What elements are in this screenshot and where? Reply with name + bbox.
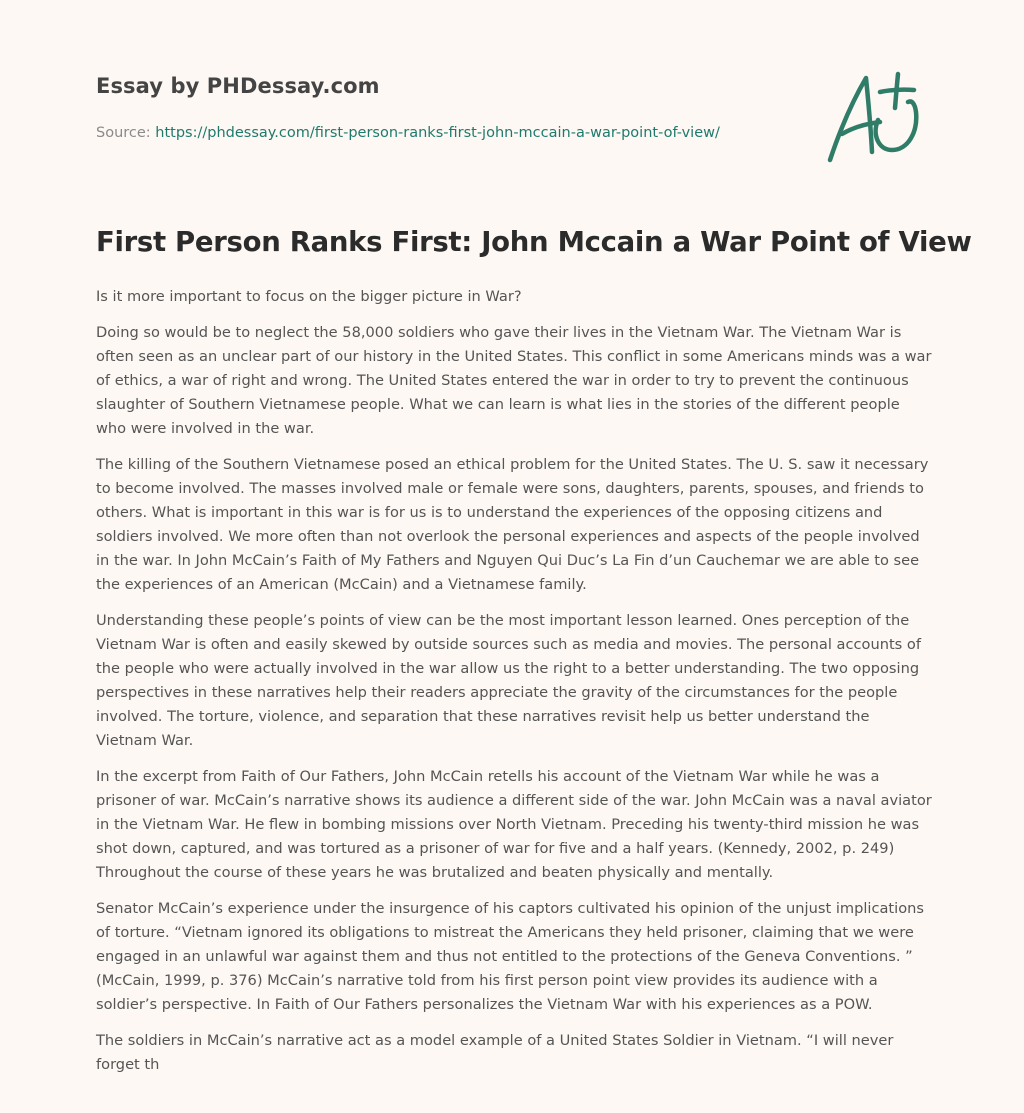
essay-paragraph: In the excerpt from Faith of Our Fathers, John McCain retells his account of the Vietnam War while he was a prisoner of war. McCain’s narrative shows its audience a different side of the war. John McCain was a naval aviator in the Vietnam War. He flew in bombing missions over North Vietnam. Preceding his twenty-third mission he was shot down, captured, and was tortured as a prisoner of war for five and a half years. (Kennedy, 2002, p. 249) Throughout the course of these years he was brutalized and beaten physically and mentally. — [96, 768, 932, 881]
page-header — [96, 74, 936, 174]
a-plus-grade-icon — [822, 68, 932, 168]
source-label: Source: — [96, 125, 151, 141]
essay-paragraph: The killing of the Southern Vietnamese posed an ethical problem for the United States. The U. S. saw it necessary to become involved. The masses involved male or female were sons, daughters, parents, spouses, and friends to others. What is important in this war is for us is to understand the experiences of the opposing citizens and soldiers involved. We more often than not overlook the personal experiences and aspects of the people involved in the war. In John McCain’s Faith of My Fathers and Nguyen Qui Duc’s La Fin d’un Cauchemar we are able to see the experiences of an American (McCain) and a Vietnamese family. — [96, 456, 929, 593]
source-line — [96, 125, 720, 141]
essay-paragraph: The soldiers in McCain’s narrative act as a model example of a United States Soldier in Vietnam. “I will never forget th — [96, 1032, 894, 1073]
essay-title: First Person Ranks First: John Mccain a War Point of View — [96, 226, 972, 258]
essay-body — [96, 285, 932, 1089]
source-link[interactable]: https://phdessay.com/first-person-ranks-first-john-mccain-a-war-point-of-view/ — [155, 125, 720, 141]
essay-paragraph: Understanding these people’s points of view can be the most important lesson learned. Ones perception of the Vietnam War is often and easily skewed by outside sources such as media and movies. The personal accounts of the people who were actually involved in the war allow us the right to a better understanding. The two opposing perspectives in these narratives help their readers appreciate the gravity of the circumstances for the people involved. The torture, violence, and separation that these narratives revisit help us better understand the Vietnam War. — [96, 612, 921, 749]
brand-name: Essay by PHDessay.com — [96, 74, 380, 98]
essay-paragraph: Senator McCain’s experience under the insurgence of his captors cultivated his opinion of the unjust implications of torture. “Vietnam ignored its obligations to mistreat the Americans they held prisoner, claiming that we were engaged in an unlawful war against them and thus not entitled to the protections of the Geneva Conventions. ” (McCain, 1999, p. 376) McCain’s narrative told from his first person point view provides its audience with a soldier’s perspective. In Faith of Our Fathers personalizes the Vietnam War with his experiences as a POW. — [96, 900, 924, 1013]
essay-paragraph: Doing so would be to neglect the 58,000 soldiers who gave their lives in the Vietnam War. The Vietnam War is often seen as an unclear part of our history in the United States. This conflict in some Americans minds was a war of ethics, a war of right and wrong. The United States entered the war in order to try to prevent the continuous slaughter of Southern Vietnamese people. What we can learn is what lies in the stories of the different people who were involved in the war. — [96, 324, 932, 437]
essay-paragraph: Is it more important to focus on the bigger picture in War? — [96, 288, 522, 305]
